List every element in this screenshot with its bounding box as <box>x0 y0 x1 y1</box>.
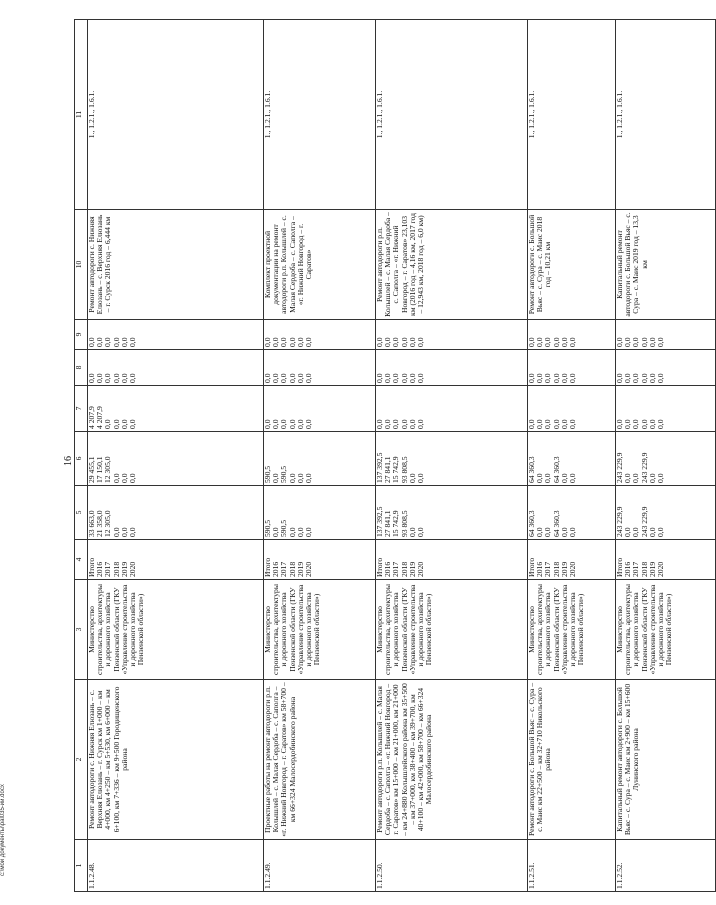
col7-values-value: 0,0 <box>631 419 641 429</box>
col9-values-value: 0,0 <box>559 337 569 347</box>
years-list-value: 2020 <box>303 561 313 577</box>
col6-values-value: 0,0 <box>111 473 121 483</box>
col7-values-value: 0,0 <box>295 419 305 429</box>
col9-values-value: 0,0 <box>111 337 121 347</box>
measure-name: Ремонт автодороги с. Нижняя Елюзань – с. Верхняя Елюзань – г. Сурск км 1+000 – км 4+000, км 4+250 – км 5+530, км 6+000 – км 6+100, км 7+336 – км 9+500 Городищенского района <box>88 680 264 840</box>
expected-result: Комплект проектной документации на ремонт автодороги р.п. Колышлей – с. Малая Сердоба – с. Саполга – «г. Нижний Новгород – г. Саратов» <box>264 210 376 320</box>
col8-values-value: 0,0 <box>407 373 417 383</box>
col9-values-value: 0,0 <box>551 337 561 347</box>
col7-values-value: 0,0 <box>383 419 393 429</box>
col6-values-value: 0,0 <box>647 473 657 483</box>
col5-values-value: 590,5 <box>279 519 289 537</box>
col9-values-value: 0,0 <box>623 337 633 347</box>
col9-values-value: 0,0 <box>87 337 96 347</box>
col5-values-value: 0,0 <box>567 527 577 537</box>
col5-values-value: 0,0 <box>623 527 633 537</box>
col7-values-value: 0,0 <box>615 419 624 429</box>
header-cell: 10 <box>75 210 88 320</box>
expected-result: Ремонт автодороги с. Нижняя Елюзань – с. Верхняя Елюзань – г. Сурск 2016 год – 6,444 км <box>88 210 264 320</box>
col5-values-value: 27 841,1 <box>383 510 393 537</box>
col8-values-value: 0,0 <box>303 373 313 383</box>
executor: Министерство строительства, архитектуры и дорожного хозяйства Пензенской области (ГКУ «Управление строительства и дорожного хозяйства Пензенской области») <box>616 580 716 680</box>
col8-values-value: 0,0 <box>623 373 633 383</box>
header-cell: 2 <box>75 680 88 840</box>
indicator-ref: 1., 1.2.1., 1.6.1. <box>376 20 528 210</box>
col6-values-value: 0,0 <box>407 473 417 483</box>
col5-values-value: 0,0 <box>655 527 665 537</box>
col5-values-value: 0,0 <box>127 527 137 537</box>
col9-values-value: 0,0 <box>655 337 665 347</box>
col6-values-value: 0,0 <box>127 473 137 483</box>
col7-values-value: 4 207,9 <box>87 406 96 429</box>
years-list-value: Итого <box>615 557 624 577</box>
years-list-value: 2017 <box>279 561 289 577</box>
row-id: 1.1.2.51. <box>528 840 616 892</box>
measure-name: Проектные работы на ремонт автодороги р.п. Колышлей – с. Малая Сердоба – с. Саполга – «г. Нижний Новгород – г. Саратов» км 58+700 – км 66+324 Малосердобинского района <box>264 680 376 840</box>
col6-values-value: 0,0 <box>119 473 129 483</box>
col6-values <box>376 432 528 486</box>
col6-values <box>264 432 376 486</box>
measure-name: Ремонт автодороги р.п. Колышлей – с. Малая Сердоба – с. Саполга – «г. Нижний Новгород – г. Саратов» км 15+000 – км 21+000, км 21+000 – км 24+880 Колышлейского района км 35+500 – км 37+000, км 38+400 – км 39+700, км 40+100 – км 42+000, км 58+700 – км 66+324 Малосердобинского района <box>376 680 528 840</box>
col8-values-value: 0,0 <box>271 373 281 383</box>
col6-values-value: 0,0 <box>535 473 545 483</box>
col5-values-value: 0,0 <box>295 527 305 537</box>
col8-values-value: 0,0 <box>391 373 401 383</box>
col9-values <box>616 320 716 350</box>
col9-values-value: 0,0 <box>95 337 105 347</box>
col5-values-value: 243 229,9 <box>615 506 624 537</box>
col6-values-value: 64 360,3 <box>527 456 536 483</box>
years-list <box>264 540 376 580</box>
col9-values-value: 0,0 <box>543 337 553 347</box>
years-list-value: 2018 <box>111 561 121 577</box>
col8-values-value: 0,0 <box>647 373 657 383</box>
years-list-value: Итого <box>375 557 384 577</box>
years-list-value: Итого <box>527 557 536 577</box>
col9-values-value: 0,0 <box>615 337 624 347</box>
col5-values-value: 243 229,9 <box>639 506 649 537</box>
col8-values-value: 0,0 <box>615 373 624 383</box>
col6-values-value: 0,0 <box>303 473 313 483</box>
col7-values <box>376 386 528 432</box>
col7-values-value: 0,0 <box>407 419 417 429</box>
page-number: 16 <box>63 456 74 466</box>
col9-values-value: 0,0 <box>119 337 129 347</box>
table-row <box>88 20 264 892</box>
years-list-value: 2019 <box>295 561 305 577</box>
col7-values <box>528 386 616 432</box>
col7-values-value: 0,0 <box>415 419 425 429</box>
col9-values-value: 0,0 <box>407 337 417 347</box>
years-list <box>528 540 616 580</box>
col9-values-value: 0,0 <box>375 337 384 347</box>
col7-values <box>88 386 264 432</box>
indicator-ref: 1., 1.2.1., 1.6.1. <box>88 20 264 210</box>
col7-values-value: 0,0 <box>391 419 401 429</box>
col8-values-value: 0,0 <box>527 373 536 383</box>
indicator-ref: 1., 1.2.1., 1.6.1. <box>528 20 616 210</box>
years-list-value: 2019 <box>407 561 417 577</box>
col5-values-value: 137 392,5 <box>375 506 384 537</box>
col8-values-value: 0,0 <box>655 373 665 383</box>
expected-result: Ремонт автодороги р.п. Колышлей – с. Малая Сердоба – с. Саполга – «г. Нижний Новгород – г. Саратов» 23,103 км (2016 год – 4,16 км, 2017 год – 12,943 км, 2018 год – 6,0 км) <box>376 210 528 320</box>
header-cell: 9 <box>75 320 88 350</box>
years-list-value: 2017 <box>103 561 113 577</box>
col6-values-value: 0,0 <box>543 473 553 483</box>
col7-values-value: 0,0 <box>655 419 665 429</box>
indicator-ref: 1., 1.2.1., 1.6.1. <box>616 20 716 210</box>
row-id: 1.1.2.50. <box>376 840 528 892</box>
expected-result: Ремонт автодороги с. Большой Вьяс – с. Сура – с. Маис 2018 год – 10,21 км <box>528 210 616 320</box>
col7-values-value: 4 207,9 <box>95 406 105 429</box>
col7-values-value: 0,0 <box>559 419 569 429</box>
col5-values-value: 64 360,3 <box>527 510 536 537</box>
col6-values-value: 0,0 <box>559 473 569 483</box>
col7-values <box>264 386 376 432</box>
years-list-value: 2019 <box>647 561 657 577</box>
col6-values-value: 93 808,5 <box>399 456 409 483</box>
col9-values-value: 0,0 <box>415 337 425 347</box>
col8-values-value: 0,0 <box>639 373 649 383</box>
col6-values <box>88 432 264 486</box>
col5-values <box>376 486 528 540</box>
col9-values-value: 0,0 <box>295 337 305 347</box>
col8-values-value: 0,0 <box>535 373 545 383</box>
table-row <box>264 20 376 892</box>
header-cell: 7 <box>75 386 88 432</box>
years-list-value: 2016 <box>271 561 281 577</box>
years-list-value: 2019 <box>559 561 569 577</box>
col5-values-value: 590,5 <box>263 519 272 537</box>
col7-values-value: 0,0 <box>127 419 137 429</box>
col8-values <box>264 350 376 386</box>
col8-values-value: 0,0 <box>375 373 384 383</box>
expected-result: Капитальный ремонт автодороги с. Большой Вьяс – с. Сура – с. Маис 2019 год – 13,3 км <box>616 210 716 320</box>
col6-values-value: 0,0 <box>415 473 425 483</box>
col5-values-value: 15 742,9 <box>391 510 401 537</box>
col9-values-value: 0,0 <box>567 337 577 347</box>
col7-values-value: 0,0 <box>287 419 297 429</box>
years-list-value: 2018 <box>639 561 649 577</box>
header-cell: 6 <box>75 432 88 486</box>
years-list-value: 2016 <box>95 561 105 577</box>
years-list-value: 2018 <box>551 561 561 577</box>
col8-values-value: 0,0 <box>279 373 289 383</box>
col5-values-value: 0,0 <box>415 527 425 537</box>
row-id: 1.1.2.48. <box>88 840 264 892</box>
col8-values-value: 0,0 <box>295 373 305 383</box>
col9-values-value: 0,0 <box>103 337 113 347</box>
col7-values-value: 0,0 <box>271 419 281 429</box>
col7-values-value: 0,0 <box>551 419 561 429</box>
executor: Министерство строительства, архитектуры и дорожного хозяйства Пензенской области (ГКУ «Управление строительства и дорожного хозяйства Пензенской области») <box>264 580 376 680</box>
indicator-ref: 1., 1.2.1., 1.6.1. <box>264 20 376 210</box>
years-list-value: 2016 <box>623 561 633 577</box>
col6-values-value: 0,0 <box>567 473 577 483</box>
years-list-value: Итого <box>87 557 96 577</box>
years-list <box>88 540 264 580</box>
col8-values-value: 0,0 <box>399 373 409 383</box>
col9-values <box>88 320 264 350</box>
executor: Министерство строительства, архитектуры и дорожного хозяйства Пензенской области (ГКУ «Управление строительства и дорожного хозяйства Пензенской области») <box>376 580 528 680</box>
col5-values-value: 0,0 <box>631 527 641 537</box>
years-list <box>616 540 716 580</box>
col7-values-value: 0,0 <box>399 419 409 429</box>
years-list-value: 2020 <box>655 561 665 577</box>
col7-values-value: 0,0 <box>375 419 384 429</box>
col7-values-value: 0,0 <box>647 419 657 429</box>
header-row <box>75 20 88 892</box>
col9-values-value: 0,0 <box>639 337 649 347</box>
col8-values-value: 0,0 <box>567 373 577 383</box>
table-row <box>528 20 616 892</box>
col7-values-value: 0,0 <box>263 419 272 429</box>
col7-values-value: 0,0 <box>279 419 289 429</box>
col5-values-value: 0,0 <box>559 527 569 537</box>
col6-values-value: 15 742,9 <box>391 456 401 483</box>
col5-values-value: 0,0 <box>303 527 313 537</box>
col5-values <box>264 486 376 540</box>
col7-values-value: 0,0 <box>103 419 113 429</box>
header-cell: 5 <box>75 486 88 540</box>
years-list-value: 2020 <box>567 561 577 577</box>
col9-values-value: 0,0 <box>535 337 545 347</box>
col7-values-value: 0,0 <box>535 419 545 429</box>
col8-values-value: 0,0 <box>543 373 553 383</box>
col9-values-value: 0,0 <box>527 337 536 347</box>
col8-values-value: 0,0 <box>551 373 561 383</box>
years-list <box>376 540 528 580</box>
col7-values-value: 0,0 <box>543 419 553 429</box>
col6-values-value: 0,0 <box>295 473 305 483</box>
col9-values-value: 0,0 <box>127 337 137 347</box>
col6-values-value: 0,0 <box>631 473 641 483</box>
years-list-value: 2016 <box>535 561 545 577</box>
col5-values-value: 0,0 <box>543 527 553 537</box>
years-list-value: 2018 <box>399 561 409 577</box>
col5-values-value: 0,0 <box>287 527 297 537</box>
col5-values-value: 33 663,0 <box>87 510 96 537</box>
col9-values-value: 0,0 <box>631 337 641 347</box>
col8-values-value: 0,0 <box>559 373 569 383</box>
col6-values-value: 64 360,3 <box>551 456 561 483</box>
header-cell: 1 <box>75 840 88 892</box>
col6-values-value: 29 455,1 <box>87 456 96 483</box>
years-list-value: 2017 <box>543 561 553 577</box>
col6-values-value: 0,0 <box>655 473 665 483</box>
years-list-value: 2018 <box>287 561 297 577</box>
col8-values-value: 0,0 <box>111 373 121 383</box>
col6-values-value: 137 392,5 <box>375 452 384 483</box>
col8-values-value: 0,0 <box>287 373 297 383</box>
col5-values-value: 0,0 <box>271 527 281 537</box>
row-id: 1.1.2.49. <box>264 840 376 892</box>
col5-values-value: 93 808,5 <box>399 510 409 537</box>
col8-values <box>88 350 264 386</box>
col9-values-value: 0,0 <box>279 337 289 347</box>
col9-values-value: 0,0 <box>383 337 393 347</box>
col9-values-value: 0,0 <box>391 337 401 347</box>
col9-values <box>264 320 376 350</box>
header-cell: 11 <box>75 20 88 210</box>
col6-values-value: 27 841,1 <box>383 456 393 483</box>
col9-values-value: 0,0 <box>263 337 272 347</box>
years-list-value: 2016 <box>383 561 393 577</box>
row-id: 1.1.2.52. <box>616 840 716 892</box>
header-cell: 8 <box>75 350 88 386</box>
col8-values-value: 0,0 <box>415 373 425 383</box>
table-row <box>376 20 528 892</box>
years-list-value: Итого <box>263 557 272 577</box>
program-table <box>74 19 716 892</box>
col5-values-value: 0,0 <box>111 527 121 537</box>
col5-values-value: 12 305,0 <box>103 510 113 537</box>
col8-values <box>616 350 716 386</box>
years-list-value: 2017 <box>631 561 641 577</box>
col7-values-value: 0,0 <box>623 419 633 429</box>
col7-values-value: 0,0 <box>527 419 536 429</box>
col9-values-value: 0,0 <box>303 337 313 347</box>
col8-values-value: 0,0 <box>631 373 641 383</box>
col8-values-value: 0,0 <box>103 373 113 383</box>
col6-values-value: 243 229,9 <box>639 452 649 483</box>
col8-values <box>528 350 616 386</box>
rotated-table-container <box>74 20 674 892</box>
col5-values-value: 0,0 <box>407 527 417 537</box>
col9-values-value: 0,0 <box>271 337 281 347</box>
col9-values-value: 0,0 <box>647 337 657 347</box>
col9-values <box>528 320 616 350</box>
col6-values-value: 17 150,1 <box>95 456 105 483</box>
col8-values-value: 0,0 <box>263 373 272 383</box>
col9-values <box>376 320 528 350</box>
col7-values <box>616 386 716 432</box>
col8-values-value: 0,0 <box>87 373 96 383</box>
measure-name: Капитальный ремонт автодороги с. Большой Вьяс – с. Сура – с. Маис км 2+900 – км 15+600 Лунинского района <box>616 680 716 840</box>
table-row <box>616 20 716 892</box>
col6-values-value: 12 305,0 <box>103 456 113 483</box>
col8-values-value: 0,0 <box>95 373 105 383</box>
col5-values-value: 0,0 <box>535 527 545 537</box>
col7-values-value: 0,0 <box>639 419 649 429</box>
table-body <box>88 20 716 892</box>
col5-values-value: 21 358,0 <box>95 510 105 537</box>
col6-values-value: 0,0 <box>623 473 633 483</box>
col9-values-value: 0,0 <box>287 337 297 347</box>
col6-values-value: 243 229,9 <box>615 452 624 483</box>
col6-values-value: 0,0 <box>287 473 297 483</box>
col8-values-value: 0,0 <box>119 373 129 383</box>
col8-values-value: 0,0 <box>383 373 393 383</box>
col8-values-value: 0,0 <box>127 373 137 383</box>
col5-values <box>88 486 264 540</box>
executor: Министерство строительства, архитектуры и дорожного хозяйства Пензенской области (ГКУ «Управление строительства и дорожного хозяйства Пензенской области») <box>88 580 264 680</box>
col5-values <box>616 486 716 540</box>
col8-values <box>376 350 528 386</box>
col5-values <box>528 486 616 540</box>
executor: Министерство строительства, архитектуры и дорожного хозяйства Пензенской области (ГКУ «Управление строительства и дорожного хозяйства Пензенской области») <box>528 580 616 680</box>
footer-path: c:\мои документы\pal035-ии.docx <box>0 784 6 876</box>
years-list-value: 2020 <box>415 561 425 577</box>
measure-name: Ремонт автодороги с. Большой Вьяс – с. Сура – с. Маис км 22+500 – км 32+710 Никольского района <box>528 680 616 840</box>
years-list-value: 2020 <box>127 561 137 577</box>
col6-values <box>616 432 716 486</box>
col7-values-value: 0,0 <box>567 419 577 429</box>
col5-values-value: 0,0 <box>647 527 657 537</box>
col6-values-value: 590,5 <box>263 465 272 483</box>
col7-values-value: 0,0 <box>303 419 313 429</box>
col6-values <box>528 432 616 486</box>
header-cell: 4 <box>75 540 88 580</box>
col6-values-value: 0,0 <box>271 473 281 483</box>
col7-values-value: 0,0 <box>111 419 121 429</box>
col5-values-value: 64 360,3 <box>551 510 561 537</box>
years-list-value: 2019 <box>119 561 129 577</box>
years-list-value: 2017 <box>391 561 401 577</box>
col5-values-value: 0,0 <box>119 527 129 537</box>
col6-values-value: 590,5 <box>279 465 289 483</box>
col7-values-value: 0,0 <box>119 419 129 429</box>
header-cell: 3 <box>75 580 88 680</box>
col9-values-value: 0,0 <box>399 337 409 347</box>
